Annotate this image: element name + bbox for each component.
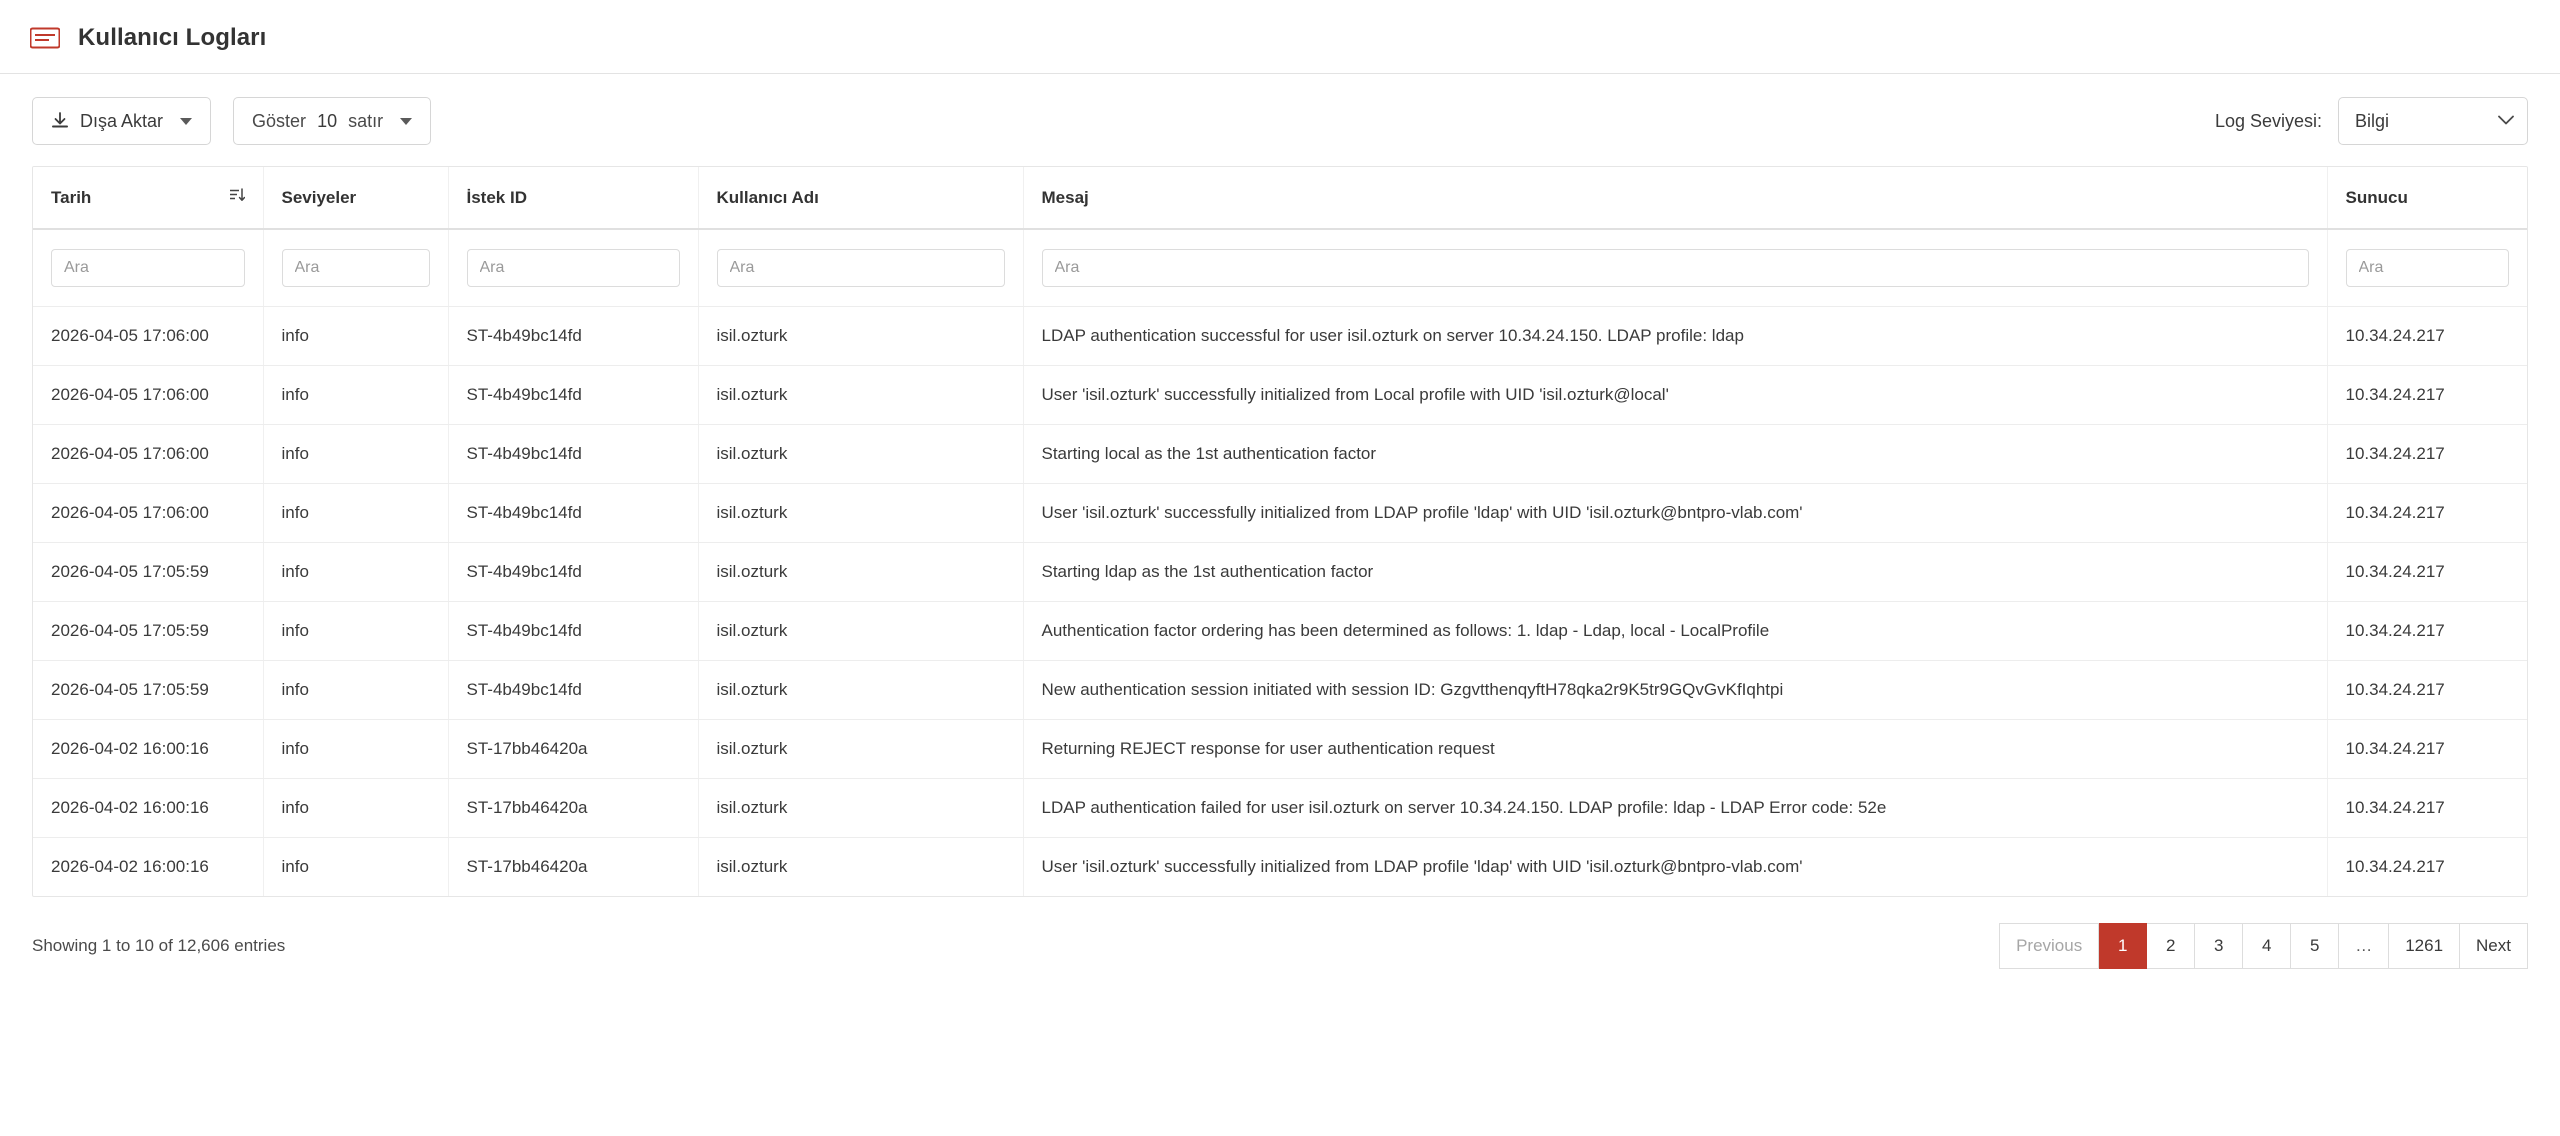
cell-date: 2026-04-05 17:05:59 [33,543,263,602]
cell-request-id: ST-4b49bc14fd [448,602,698,661]
cell-message: LDAP authentication failed for user isil.ozturk on server 10.34.24.150. LDAP profile: ldap - LDAP Error code: 52e [1023,779,2327,838]
cell-message: Authentication factor ordering has been determined as follows: 1. ldap - Ldap, local - LocalProfile [1023,602,2327,661]
cell-username: isil.ozturk [698,543,1023,602]
cell-server: 10.34.24.217 [2345,857,2445,876]
download-icon [51,112,69,130]
cell-username: isil.ozturk [698,720,1023,779]
cell-date: 2026-04-02 16:00:16 [33,838,263,897]
logs-table-head [33,167,2527,307]
pagination-page-last[interactable]: 1261 [2389,923,2460,969]
chevron-down-icon [400,118,412,125]
cell-request-id: ST-4b49bc14fd [448,484,698,543]
cell-username: isil.ozturk [698,779,1023,838]
cell-username: isil.ozturk [698,425,1023,484]
cell-date: 2026-04-05 17:05:59 [33,661,263,720]
cell-username: isil.ozturk [698,366,1023,425]
log-level-label: Log Seviyesi: [2214,110,2322,131]
filter-cell-date [33,229,263,307]
cell-message: User 'isil.ozturk' successfully initialized from Local profile with UID 'isil.ozturk@local' [1023,366,2327,425]
cell-request-id: ST-4b49bc14fd [448,661,698,720]
cell-level: info [263,484,448,543]
cell-date: 2026-04-05 17:06:00 [33,425,263,484]
logs-icon [30,26,60,50]
filter-cell-message [1023,229,2327,307]
cell-date: 2026-04-02 16:00:16 [33,779,263,838]
cell-message: Returning REJECT response for user authentication request [1023,720,2327,779]
sort-desc-icon[interactable] [229,187,245,208]
showing-entries-text: Showing 1 to 10 of 12,606 entries [32,936,286,955]
page-size-suffix: satır [348,110,384,131]
page-size-button[interactable] [233,97,431,145]
page-size-prefix: Göster [252,110,307,131]
cell-date: 2026-04-05 17:06:00 [33,366,263,425]
column-header-level-label: Seviyeler [281,187,357,207]
cell-level: info [263,602,448,661]
toolbar [0,74,2560,166]
column-header-date[interactable] [33,167,263,229]
logs-table-container [32,166,2528,897]
cell-level: info [263,661,448,720]
page-size-value: 10 [317,110,338,131]
cell-request-id: ST-17bb46420a [448,720,698,779]
filter-cell-request-id [448,229,698,307]
page-title: Kullanıcı Logları [78,23,267,51]
logs-table-body [33,307,2527,897]
pagination-page-3[interactable]: 3 [2195,923,2243,969]
filter-input-username[interactable] [717,249,1005,287]
table-row[interactable] [33,543,2527,602]
pagination-page-5[interactable]: 5 [2291,923,2339,969]
column-header-request-id[interactable] [448,167,698,229]
filter-cell-username [698,229,1023,307]
table-row[interactable] [33,838,2527,897]
table-footer [0,897,2560,969]
cell-request-id: ST-17bb46420a [448,838,698,897]
cell-message: New authentication session initiated with session ID: GzgvtthenqyftH78qka2r9K5tr9GQvGvKfIqhtpi [1023,661,2327,720]
cell-username: isil.ozturk [698,838,1023,897]
log-level-select[interactable] [2338,97,2528,145]
column-header-server-label: Sunucu [2345,187,2408,207]
cell-server: 10.34.24.217 [2327,543,2527,602]
cell-message: User 'isil.ozturk' successfully initialized from LDAP profile 'ldap' with UID 'isil.ozturk@bntpro-vlab.com' [1023,838,2327,897]
table-row[interactable] [33,779,2527,838]
column-header-request-id-label: İstek ID [466,187,527,207]
table-row[interactable] [33,307,2527,366]
cell-level: info [263,366,448,425]
table-row[interactable] [33,425,2527,484]
cell-server: 10.34.24.217 [2327,779,2527,838]
table-row[interactable] [33,661,2527,720]
cell-server: 10.34.24.217 [2327,602,2527,661]
cell-request-id: ST-4b49bc14fd [448,307,698,366]
cell-server: 10.34.24.217 [2327,661,2527,720]
cell-server: 10.34.24.217 [2327,425,2527,484]
cell-username: isil.ozturk [698,602,1023,661]
pagination-page-2[interactable]: 2 [2147,923,2195,969]
table-row[interactable] [33,484,2527,543]
cell-date: 2026-04-02 16:00:16 [33,720,263,779]
logs-table [33,167,2527,896]
cell-level: info [263,307,448,366]
cell-level: info [263,779,448,838]
cell-server: 10.34.24.217 [2327,720,2527,779]
column-header-message[interactable] [1023,167,2327,229]
cell-message: User 'isil.ozturk' successfully initialized from LDAP profile 'ldap' with UID 'isil.ozturk@bntpro-vlab.com' [1023,484,2327,543]
pagination-next[interactable]: Next [2460,923,2528,969]
cell-request-id: ST-4b49bc14fd [448,425,698,484]
column-filter-row [33,229,2527,307]
filter-input-request-id[interactable] [467,249,680,287]
toolbar-left-group [32,97,431,145]
table-row[interactable] [33,720,2527,779]
cell-message: LDAP authentication successful for user isil.ozturk on server 10.34.24.150. LDAP profile: ldap [1023,307,2327,366]
cell-username: isil.ozturk [698,307,1023,366]
table-row[interactable] [33,602,2527,661]
column-header-date-label: Tarih [51,187,92,207]
pagination [1999,923,2528,969]
cell-username: isil.ozturk [698,484,1023,543]
pagination-page-4[interactable]: 4 [2243,923,2291,969]
column-header-server[interactable] [2327,167,2527,229]
cell-message: Starting local as the 1st authentication factor [1023,425,2327,484]
cell-server: 10.34.24.217 [2327,307,2527,366]
pagination-page-1[interactable]: 1 [2099,923,2147,969]
cell-message: Starting ldap as the 1st authentication factor [1023,543,2327,602]
cell-level: info [263,425,448,484]
export-button-label: Dışa Aktar [80,110,164,131]
column-header-level[interactable] [263,167,448,229]
cell-date: 2026-04-05 17:06:00 [33,484,263,543]
filter-input-level[interactable] [282,249,430,287]
header-row [33,167,2527,229]
cell-request-id: ST-17bb46420a [448,779,698,838]
log-level-select-wrapper [2338,97,2528,145]
toolbar-right-group [2215,97,2528,145]
filter-input-date[interactable] [51,249,245,287]
cell-level: info [263,838,448,897]
cell-level: info [263,720,448,779]
filter-cell-server [2327,229,2527,307]
table-row[interactable] [33,366,2527,425]
chevron-down-icon [180,118,192,125]
filter-input-message[interactable] [1042,249,2309,287]
pagination-ellipsis: … [2339,923,2389,969]
cell-date: 2026-04-05 17:06:00 [33,307,263,366]
cell-request-id: ST-4b49bc14fd [448,366,698,425]
page-header [0,0,2560,74]
export-button[interactable] [32,97,211,145]
column-header-username[interactable] [698,167,1023,229]
cell-username: isil.ozturk [698,661,1023,720]
cell-request-id: ST-4b49bc14fd [448,543,698,602]
filter-input-server[interactable] [2346,249,2510,287]
cell-server: 10.34.24.217 [2327,366,2527,425]
cell-date: 2026-04-05 17:05:59 [33,602,263,661]
pagination-previous[interactable]: Previous [1999,923,2099,969]
filter-cell-level [263,229,448,307]
cell-level: info [263,543,448,602]
column-header-message-label: Mesaj [1041,187,1089,207]
column-header-username-label: Kullanıcı Adı [716,187,819,207]
cell-server: 10.34.24.217 [2327,484,2527,543]
